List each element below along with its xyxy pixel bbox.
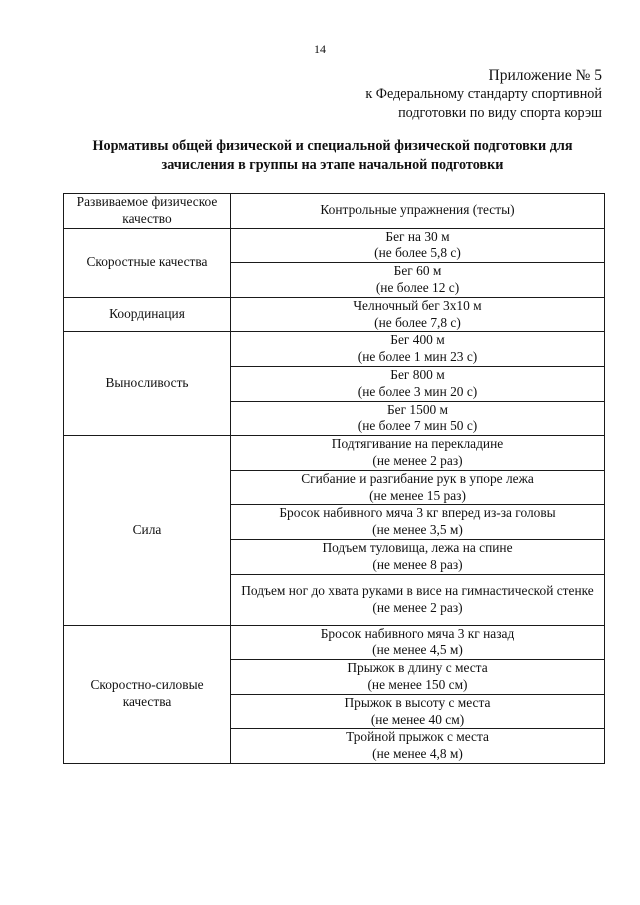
test-norm: (не менее 15 раз): [369, 487, 466, 503]
quality-cell: Выносливость: [64, 332, 231, 436]
test-cell: [231, 470, 605, 505]
table-header-row: [64, 194, 605, 229]
test-cell: [231, 694, 605, 729]
test-name: Сгибание и разгибание рук в упоре лежа: [301, 470, 534, 486]
test-cell: [231, 729, 605, 764]
test-norm: (не более 7,8 с): [374, 314, 461, 330]
test-name: Подтягивание на перекладине: [331, 436, 504, 452]
test-norm: (не менее 4,5 м): [372, 642, 463, 658]
test-norm: (не более 1 мин 23 с): [357, 349, 478, 365]
appendix-line-2: к Федеральному стандарту спортивной: [365, 86, 602, 102]
test-norm: (не менее 2 раз): [372, 599, 463, 615]
quality-cell: Скоростные качества: [64, 228, 231, 297]
test-cell: [231, 625, 605, 660]
document-title: [60, 137, 605, 175]
test-name: Бросок набивного мяча 3 кг назад: [320, 625, 515, 641]
test-name: Бег 60 м: [393, 263, 442, 279]
test-norm: (не менее 150 см): [367, 676, 468, 692]
appendix-line-1: Приложение № 5: [488, 67, 602, 84]
test-cell: [231, 332, 605, 367]
test-norm: (не менее 3,5 м): [372, 522, 463, 538]
test-cell: [231, 297, 605, 332]
appendix-line-3: подготовки по виду спорта корэш: [398, 105, 602, 121]
test-norm: (не менее 2 раз): [372, 452, 463, 468]
test-norm: (не более 3 мин 20 с): [357, 383, 478, 399]
test-norm: (не менее 8 раз): [372, 556, 463, 572]
table-row: [64, 332, 605, 367]
title-line-2: зачисления в группы на этапе начальной подготовки: [161, 157, 504, 173]
test-name: Прыжок в высоту с места: [344, 694, 491, 710]
header-tests: Контрольные упражнения (тесты): [231, 194, 605, 229]
table-row: [64, 625, 605, 660]
test-name: Челночный бег 3х10 м: [353, 297, 482, 313]
test-name: Бег 400 м: [390, 332, 445, 348]
test-cell: [231, 228, 605, 263]
test-norm: (не менее 4,8 м): [372, 746, 463, 762]
test-norm: (не более 5,8 с): [374, 245, 461, 261]
test-cell: [231, 539, 605, 574]
test-cell: [231, 436, 605, 471]
quality-cell: Сила: [64, 436, 231, 625]
table-row: [64, 436, 605, 471]
header-quality: Развиваемое физическое качество: [64, 194, 231, 229]
appendix-header: [302, 66, 602, 123]
page-number: 14: [314, 42, 326, 56]
test-norm: (не более 12 с): [375, 279, 460, 295]
test-name: Прыжок в длину с места: [347, 660, 488, 676]
test-name: Бег 1500 м: [386, 401, 449, 417]
table-row: [64, 297, 605, 332]
test-name: Бег 800 м: [390, 366, 445, 382]
test-name: Бег на 30 м: [385, 228, 450, 244]
test-norm: (не менее 40 см): [370, 711, 465, 727]
standards-table: [63, 193, 605, 764]
test-cell: [231, 401, 605, 436]
test-cell: [231, 505, 605, 540]
test-cell: [231, 574, 605, 625]
test-name: Подъем ног до хвата руками в висе на гимнастической стенке: [241, 582, 594, 598]
test-name: Тройной прыжок с места: [346, 729, 489, 745]
test-cell: [231, 366, 605, 401]
test-name: Подъем туловища, лежа на спине: [322, 539, 513, 555]
title-line-1: Нормативы общей физической и специальной физической подготовки для: [92, 138, 573, 154]
test-cell: [231, 660, 605, 695]
table-row: [64, 228, 605, 263]
quality-cell: Координация: [64, 297, 231, 332]
test-norm: (не более 7 мин 50 с): [357, 418, 478, 434]
test-cell: [231, 263, 605, 298]
quality-cell: Скоростно-силовые качества: [64, 625, 231, 763]
test-name: Бросок набивного мяча 3 кг вперед из-за головы: [279, 505, 556, 521]
